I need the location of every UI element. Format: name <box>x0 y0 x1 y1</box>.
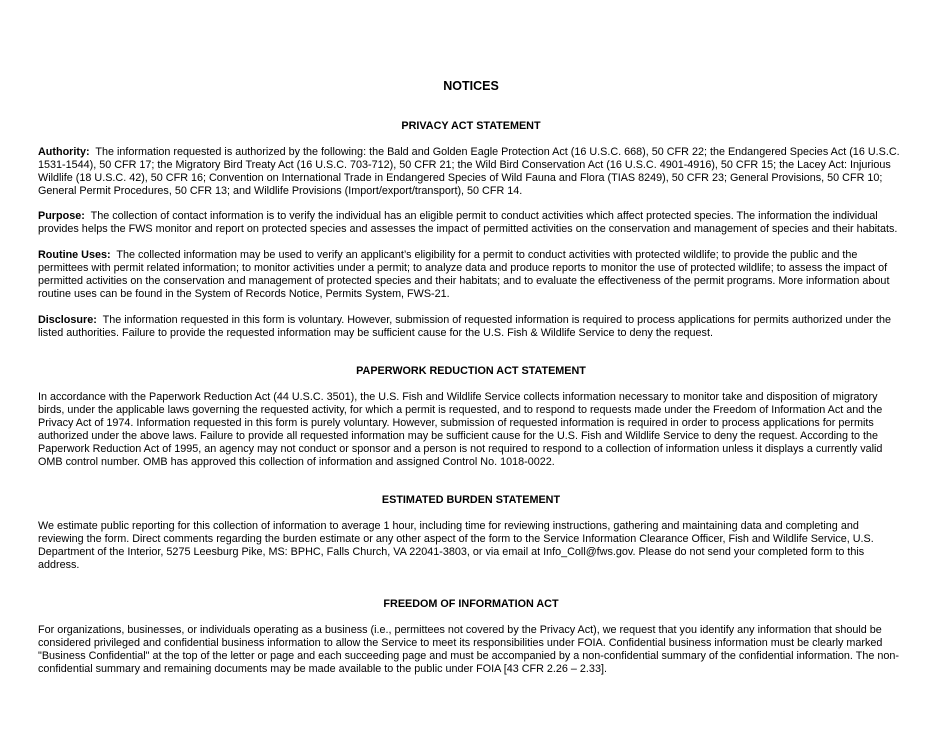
authority-label: Authority: <box>38 146 90 158</box>
routine-uses-text: The collected information may be used to verify an applicant’s eligibility for a permit to conduct activities with protected wildlife; to provide the public and the permittees with permit related information; to monitor activities under a permit; to analyze data and produce reports to monitor the use of protected wildlife; to assess the impact of permitted activities on the conservation and management of protected species and their habitats; and to evaluate the effectiveness of the permit programs. More information about routine uses can be found in the System of Records Notice, Permits System, FWS-21. <box>38 249 890 300</box>
purpose-text: The collection of contact information is to verify the individual has an eligible permit to conduct activities which affect protected species. The information the individual provides helps the FWS monitor and report on protected species and assesses the impact of permitted activities on the conservation and management of species and their habitats. <box>38 210 898 235</box>
paperwork-reduction-paragraph: In accordance with the Paperwork Reduction Act (44 U.S.C. 3501), the U.S. Fish and Wildlife Service collects information necessary to monitor take and disposition of migratory birds, under the applicable laws governing the requested activity, for which a permit is requested, and to respond to requests made under the Freedom of Information Act and the Privacy Act of 1974. Information requested in this form is purely voluntary. However, submission of requested information is required in order to process applications for permits authorized under the above laws. Failure to provide all requested information may be sufficient cause for the U.S. Fish and Wildlife Service to deny the request. According to the Paperwork Reduction Act of 1995, an agency may not conduct or sponsor and a person is not required to respond to a collection of information unless it displays a currently valid OMB control number. OMB has approved this collection of information and assigned Control No. 1018-0022. <box>38 391 883 468</box>
foia-heading: FREEDOM OF INFORMATION ACT <box>383 598 559 610</box>
disclosure-text: The information requested in this form is voluntary. However, submission of requested information is required to process applications for permits authorized under the listed authorities. Failure to provide the requested information may be sufficient cause for the U.S. Fish & Wildlife Service to deny the request. <box>38 314 891 339</box>
privacy-act-heading: PRIVACY ACT STATEMENT <box>401 120 541 132</box>
routine-uses-label: Routine Uses: <box>38 249 111 261</box>
foia-paragraph: For organizations, businesses, or individuals operating as a business (i.e., permittees not covered by the Privacy Act), we request that you identify any information that should be considered privileged and confidential business information to allow the Service to meet its responsibilities under FOIA. Confidential business information must be clearly marked "Business Confidential" at the top of the letter or page and each succeeding page and must be accompanied by a non-confidential summary of the confidential information. The non-confidential summary and remaining documents may be made available to the public under FOIA [43 CFR 2.26 – 2.33]. <box>38 624 899 675</box>
authority-text: The information requested is authorized by the following: the Bald and Golden Eagle Protection Act (16 U.S.C. 668), 50 CFR 22; the Endangered Species Act (16 U.S.C. 1531-1544), 50 CFR 17; the Migratory Bird Treaty Act (16 U.S.C. 703-712), 50 CFR 21; the Wild Bird Conservation Act (16 U.S.C. 4901-4916), 50 CFR 15; the Lacey Act: Injurious Wildlife (18 U.S.C. 42), 50 CFR 16; Convention on International Trade in Endangered Species of Wild Fauna and Flora (TIAS 8249), 50 CFR 23; General Provisions, 50 CFR 10; General Permit Procedures, 50 CFR 13; and Wildlife Provisions (Import/export/transport), 50 CFR 14. <box>38 146 900 197</box>
authority-paragraph <box>38 146 904 198</box>
routine-uses-paragraph <box>38 249 904 301</box>
notices-page <box>38 0 904 733</box>
paperwork-reduction-heading: PAPERWORK REDUCTION ACT STATEMENT <box>356 365 586 377</box>
page-title: NOTICES <box>443 79 499 93</box>
purpose-label: Purpose: <box>38 210 85 222</box>
disclosure-paragraph <box>38 314 904 340</box>
estimated-burden-paragraph: We estimate public reporting for this collection of information to average 1 hour, including time for reviewing instructions, gathering and maintaining data and completing and reviewing the form. Direct comments regarding the burden estimate or any other aspect of the form to the Service Information Clearance Officer, Fish and Wildlife Service, U.S. Department of the Interior, 5275 Leesburg Pike, MS: BPHC, Falls Church, VA 22041-3803, or via email at Info_Coll@fws.gov. Please do not send your completed form to this address. <box>38 520 874 571</box>
disclosure-label: Disclosure: <box>38 314 97 326</box>
purpose-paragraph <box>38 210 904 236</box>
estimated-burden-heading: ESTIMATED BURDEN STATEMENT <box>381 494 561 506</box>
